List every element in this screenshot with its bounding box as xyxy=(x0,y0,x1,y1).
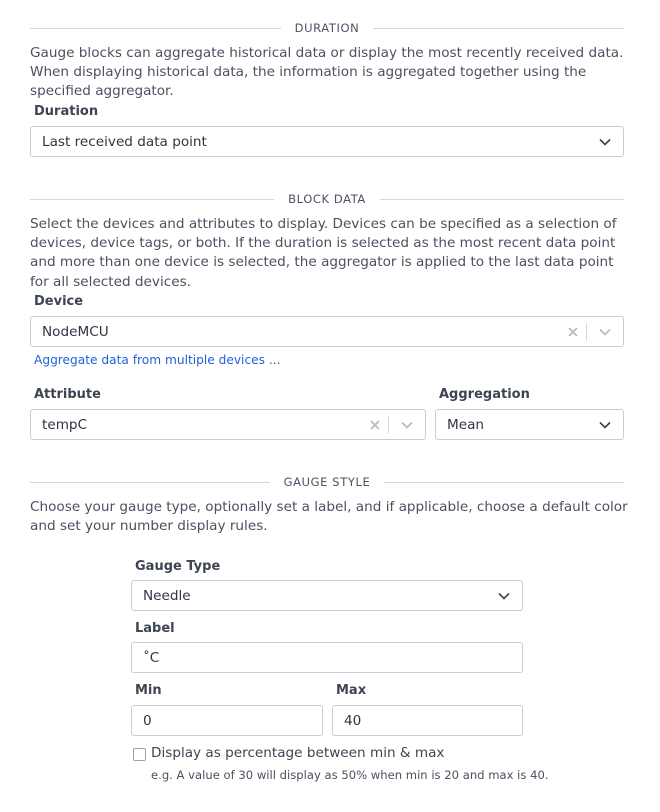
aggregation-select-value: Mean xyxy=(447,416,485,433)
gauge-type-select[interactable] xyxy=(131,580,523,611)
chevron-down-icon[interactable] xyxy=(389,410,425,439)
chevron-down-icon[interactable] xyxy=(486,581,522,610)
block-data-section-title: BLOCK DATA xyxy=(288,192,366,206)
gauge-type-select-value: Needle xyxy=(143,587,191,604)
max-input-value: 40 xyxy=(344,712,362,729)
chevron-down-icon[interactable] xyxy=(587,317,623,346)
min-input[interactable] xyxy=(131,705,323,736)
block-data-section-divider xyxy=(30,190,624,208)
duration-select[interactable] xyxy=(30,126,624,157)
min-label: Min xyxy=(135,683,162,698)
device-select-value: NodeMCU xyxy=(42,323,109,340)
chevron-down-icon[interactable] xyxy=(587,127,623,156)
gauge-label-input-value: ˚C xyxy=(143,649,160,666)
gauge-label-label: Label xyxy=(135,621,175,636)
attribute-select[interactable] xyxy=(30,409,426,440)
min-input-value: 0 xyxy=(143,712,152,729)
percentage-hint: e.g. A value of 30 will display as 50% when min is 20 and max is 40. xyxy=(151,768,549,782)
gauge-style-section-divider xyxy=(30,473,624,491)
clear-icon[interactable] xyxy=(560,317,586,346)
gauge-type-label: Gauge Type xyxy=(135,559,221,574)
chevron-down-icon[interactable] xyxy=(587,410,623,439)
clear-icon[interactable] xyxy=(362,410,388,439)
percentage-checkbox[interactable] xyxy=(133,748,146,761)
gauge-label-input[interactable] xyxy=(131,642,523,673)
gauge-style-section-title: GAUGE STYLE xyxy=(283,475,371,489)
aggregation-select[interactable] xyxy=(435,409,624,440)
device-select[interactable] xyxy=(30,316,624,347)
aggregation-label: Aggregation xyxy=(439,387,530,402)
duration-label: Duration xyxy=(34,104,99,119)
block-data-description: Select the devices and attributes to display. Devices can be specified as a selection of devices, device tags, or both. If the duration is selected as the most recent data point and more than one device is selected, the aggregator is applied to the last data point for all selected devices. xyxy=(30,216,617,290)
max-label: Max xyxy=(336,683,367,698)
device-label: Device xyxy=(34,294,84,309)
duration-description: Gauge blocks can aggregate historical data or display the most recently received data. When displaying historical data, the information is aggregated together using the specified aggregator. xyxy=(30,45,624,100)
attribute-label: Attribute xyxy=(34,387,101,402)
max-input[interactable] xyxy=(332,705,523,736)
attribute-select-value: tempC xyxy=(42,416,88,433)
aggregate-multiple-devices-link[interactable]: Aggregate data from multiple devices ... xyxy=(34,353,281,367)
duration-select-value: Last received data point xyxy=(42,133,207,150)
duration-section-divider xyxy=(30,19,624,37)
percentage-checkbox-label[interactable]: Display as percentage between min & max xyxy=(151,745,445,761)
gauge-style-description: Choose your gauge type, optionally set a label, and if applicable, choose a default color and set your number display rules. xyxy=(30,499,628,535)
duration-section-title: DURATION xyxy=(294,21,360,35)
